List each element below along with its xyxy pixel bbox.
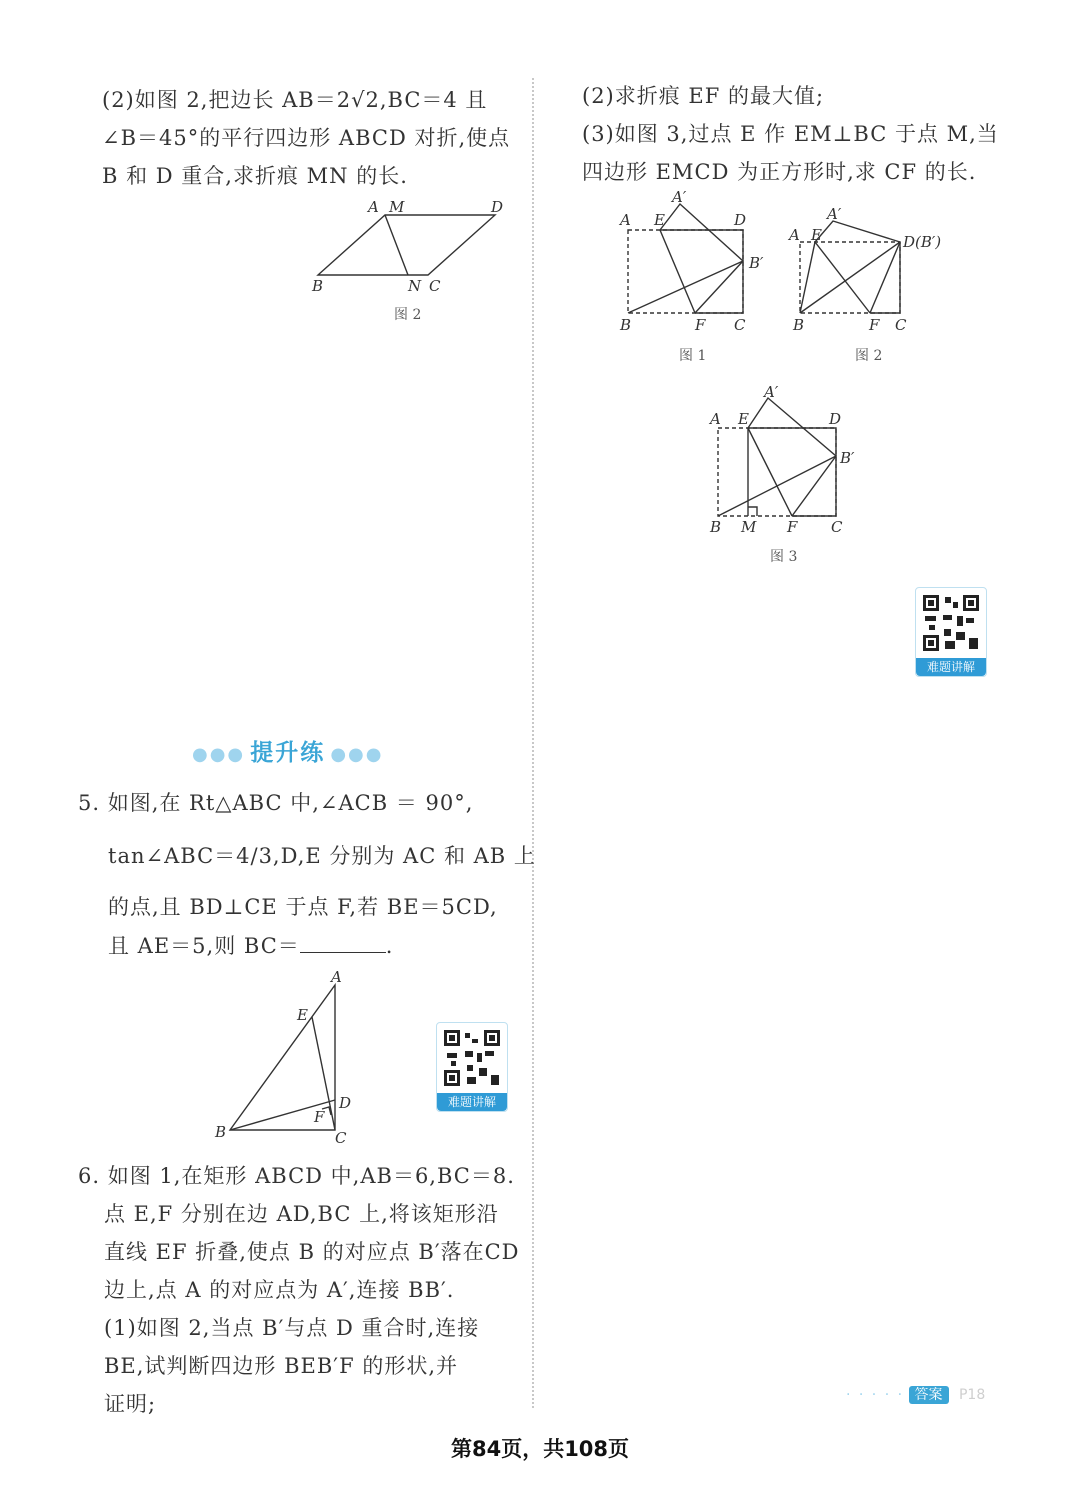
q4-part2-line3: B 和 D 重合,求折痕 MN 的长. bbox=[102, 164, 408, 188]
label-E: E bbox=[297, 1006, 308, 1024]
q6-line4: 边上,点 A 的对应点为 A′,连接 BB′. bbox=[104, 1278, 455, 1302]
label-B: B bbox=[793, 316, 805, 334]
label-C: C bbox=[895, 316, 907, 334]
q6-line1: 6. 如图 1,在矩形 ABCD 中,AB＝6,BC＝8. bbox=[78, 1164, 515, 1188]
label-F: F bbox=[314, 1108, 325, 1126]
column-divider bbox=[532, 78, 534, 1408]
q6-line2: 点 E,F 分别在边 AD,BC 上,将该矩形沿 bbox=[104, 1202, 499, 1226]
label-M: M bbox=[741, 518, 757, 536]
q4-part2-line1: (2)如图 2,把边长 AB＝2√2,BC＝4 且 bbox=[102, 88, 488, 112]
qr-code-right[interactable] bbox=[915, 587, 987, 677]
q5-line4-text: 且 AE＝5,则 BC＝ bbox=[108, 934, 300, 958]
q6-line6: BE,试判断四边形 BEB′F 的形状,并 bbox=[104, 1354, 458, 1378]
qr-code-left[interactable] bbox=[436, 1022, 508, 1112]
answer-label: 答案 bbox=[909, 1386, 949, 1404]
qr-label: 难题讲解 bbox=[916, 658, 986, 676]
parallelogram-figure bbox=[300, 195, 520, 305]
label-A: A bbox=[789, 226, 800, 244]
rectangle-fold-figure-1 bbox=[610, 188, 780, 338]
q5-line3: 的点,且 BD⊥CE 于点 F,若 BE＝5CD, bbox=[108, 895, 498, 919]
label-D-B-prime: D(B′) bbox=[903, 233, 942, 251]
label-A: A bbox=[620, 211, 631, 229]
label-C: C bbox=[429, 277, 441, 295]
label-B-prime: B′ bbox=[840, 449, 855, 467]
fig2-caption-right: 图 2 bbox=[855, 348, 883, 364]
fig1-caption: 图 1 bbox=[679, 348, 707, 364]
answer-page: P18 bbox=[958, 1387, 986, 1403]
answer-tab[interactable] bbox=[846, 1384, 985, 1404]
label-F: F bbox=[869, 316, 880, 334]
label-M: M bbox=[389, 198, 405, 216]
label-E: E bbox=[654, 211, 665, 229]
label-C: C bbox=[831, 518, 843, 536]
triangle-figure bbox=[205, 965, 365, 1150]
label-D: D bbox=[339, 1094, 352, 1112]
q5-line2: tan∠ABC＝4/3,D,E 分别为 AC 和 AB 上 bbox=[108, 844, 536, 868]
answer-blank bbox=[300, 952, 386, 953]
label-C: C bbox=[335, 1129, 347, 1147]
label-F: F bbox=[787, 518, 798, 536]
q5-line1: 5. 如图,在 Rt△ABC 中,∠ACB ＝ 90°, bbox=[78, 791, 474, 815]
label-B: B bbox=[215, 1123, 227, 1141]
q6-part3-line2: 四边形 EMCD 为正方形时,求 CF 的长. bbox=[582, 160, 977, 184]
section-title: 提升练 bbox=[250, 740, 326, 766]
page-footer: 第84页，共108页 bbox=[450, 1437, 630, 1461]
label-E: E bbox=[811, 226, 822, 244]
label-E: E bbox=[738, 410, 749, 428]
label-B: B bbox=[620, 316, 632, 334]
label-N: N bbox=[408, 277, 422, 295]
q5-line4: 且 AE＝5,则 BC＝ . bbox=[108, 934, 394, 958]
q6-line5: (1)如图 2,当点 B′与点 D 重合时,连接 bbox=[104, 1316, 480, 1340]
label-A: A bbox=[710, 410, 721, 428]
q6-line7: 证明; bbox=[104, 1392, 157, 1416]
label-D: D bbox=[829, 410, 842, 428]
label-D: D bbox=[491, 198, 504, 216]
rectangle-fold-figure-3 bbox=[700, 383, 870, 543]
label-B: B bbox=[710, 518, 722, 536]
qr-label: 难题讲解 bbox=[437, 1093, 507, 1111]
q6-part2: (2)求折痕 EF 的最大值; bbox=[582, 84, 825, 108]
qr-code-icon bbox=[437, 1023, 507, 1093]
label-C: C bbox=[734, 316, 746, 334]
label-A-prime: A′ bbox=[827, 205, 842, 223]
fig3-caption: 图 3 bbox=[770, 549, 798, 565]
fig2-caption-left: 图 2 bbox=[394, 307, 422, 323]
label-A: A bbox=[368, 198, 379, 216]
label-F: F bbox=[695, 316, 706, 334]
label-A-prime: A′ bbox=[672, 188, 687, 206]
q6-line3: 直线 EF 折叠,使点 B 的对应点 B′落在CD bbox=[104, 1240, 520, 1264]
qr-code-icon bbox=[916, 588, 986, 658]
dots-left-icon: ●●● bbox=[192, 744, 246, 765]
dots-right-icon: ●●● bbox=[330, 744, 384, 765]
label-A: A bbox=[331, 968, 342, 986]
label-B: B bbox=[312, 277, 324, 295]
rectangle-fold-figure-2 bbox=[785, 195, 955, 340]
section-header bbox=[192, 734, 383, 767]
answer-dots: · · · · · bbox=[846, 1387, 905, 1403]
label-B-prime: B′ bbox=[749, 254, 764, 272]
label-A-prime: A′ bbox=[764, 383, 779, 401]
q4-part2-line2: ∠B＝45°的平行四边形 ABCD 对折,使点 bbox=[102, 126, 511, 150]
label-D: D bbox=[734, 211, 747, 229]
q6-part3-line1: (3)如图 3,过点 E 作 EM⊥BC 于点 M,当 bbox=[582, 122, 999, 146]
